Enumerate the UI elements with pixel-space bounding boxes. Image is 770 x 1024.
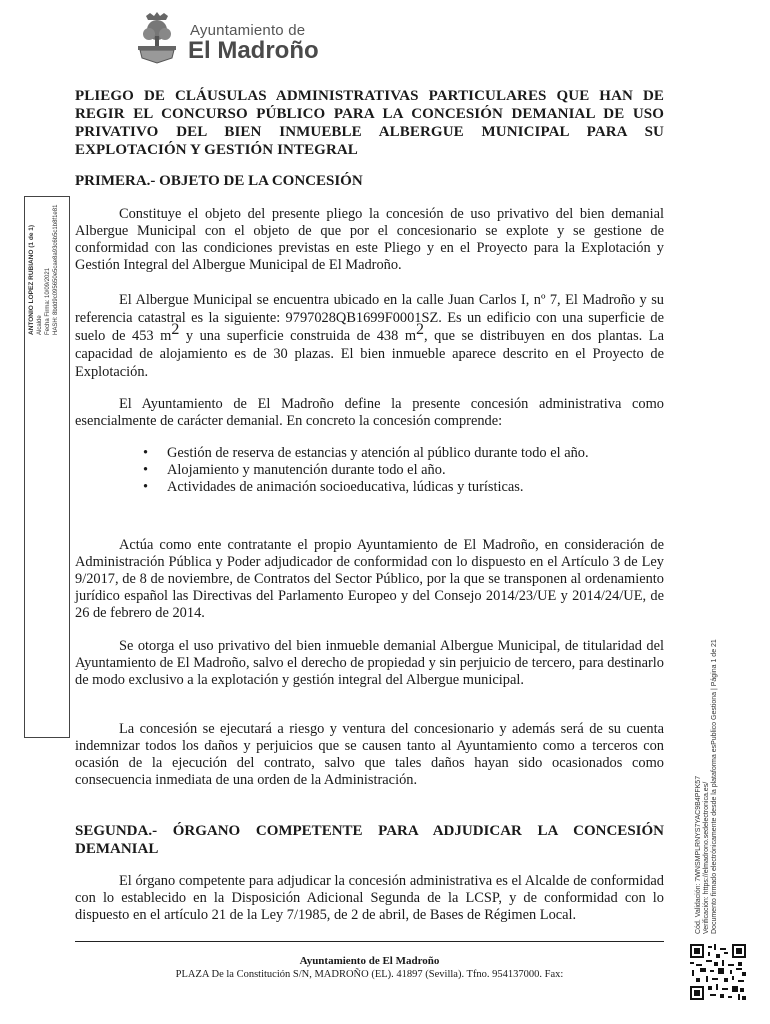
validation-code: Cód. Validación: 7WNSMPLRNYS7YAC9B4PFK57 [695,775,702,934]
paragraph-6: La concesión se ejecutará a riesgo y ventura del concesionario y además será de su cuenta indemnizar todos los daños y perjuicios que se causen tanto al Ayuntamiento como a terceros con ocasión de la ejecución del contrato, salvo que tales daños hayan sido ocasionados como consecuencia inmediata de una orden de la Administración. [75,721,664,788]
header-logo [132,12,332,64]
list-item: • Alojamiento y manutención durante todo el año. [143,462,589,479]
paragraph-1: Constituye el objeto del presente pliego la concesión de uso privativo del bien demanial Albergue Municipal con el objeto de que por el concesionario se explote y se gestione de conformidad con las condiciones previstas en este Pliego y en el Proyecto para la Explotación y Gestión Integral del Albergue Municipal de El Madroño. [75,206,664,273]
concession-scope-list [143,445,589,496]
document-title: PLIEGO DE CLÁUSULAS ADMINISTRATIVAS PARTICULARES QUE HAN DE REGIR EL CONCURSO PÚBLICO PARA LA CONCESIÓN DEMANIAL DE USO PRIVATIVO DEL BIEN INMUEBLE ALBERGUE MUNICIPAL PARA SU EXPLOTACIÓN Y GESTIÓN INTEGRAL [75,88,664,158]
list-item: • Actividades de animación socioeducativa, lúdicas y turísticas. [143,479,589,496]
signature-date: Fecha Firma: 10/09/2021 [45,267,51,335]
qr-code-icon[interactable] [690,944,746,1000]
signature-name: ANTONIO LOPEZ RUBIANO (1 de 1) [28,224,35,335]
signature-hash: HASH: 8bdd9c095650e5cae8a93c6b5c1b8f1e81 [53,204,59,335]
validation-url: Verificación: https://elmadrono.sedelectronica.es/ [703,781,710,934]
section-heading-primera: PRIMERA.- OBJETO DE LA CONCESIÓN [75,173,363,189]
coat-of-arms-icon [132,12,182,64]
paragraph-2: El Albergue Municipal se encuentra ubicado en la calle Juan Carlos I, nº 7, El Madroño y su referencia catastral es la siguiente: 9797028QB1699F0001SZ. Es un edificio con una superficie de suelo de 453 $m^2$ y una superficie construida de 438 $m^2$, que se distribuyen en dos plantas. La capacidad de alojamiento es de 30 plazas. El bien inmueble aparece descrito en el Proyecto de Explotación. [75,292,664,380]
paragraph-7: El órgano competente para adjudicar la concesión administrativa es el Alcalde de conformidad con lo establecido en la Disposición Adicional Segunda de la LCSP, y de conformidad con lo dispuesto en el artículo 21 de la Ley 7/1985, de 2 de abril, de Bases de Régimen Local. [75,873,664,923]
paragraph-3: El Ayuntamiento de El Madroño define la presente concesión administrativa como esencialmente de carácter demanial. En concreto la concesión comprende: [75,396,664,429]
signed-document-note: Documento firmado electrónicamente desde la plataforma esPublico Gestiona | Página 1 de 21 [711,639,718,934]
logo-line-1: Ayuntamiento de [190,22,306,39]
section-heading-segunda: SEGUNDA.- ÓRGANO COMPETENTE PARA ADJUDICAR LA CONCESIÓN DEMANIAL [75,823,664,857]
logo-line-2: El Madroño [188,37,319,64]
footer-address: PLAZA De la Constitución S/N, MADROÑO (EL). 41897 (Sevilla). Tfno. 954137000. Fax: [175,969,564,980]
footer-divider [75,941,664,942]
signature-role: Alcalde [37,315,43,335]
paragraph-4: Actúa como ente contratante el propio Ayuntamiento de El Madroño, en consideración de Administración Pública y Poder adjudicador de conformidad con lo dispuesto en el Artículo 3 de Ley 9/2017, de 8 de noviembre, de Contratos del Sector Público, por la que se transponen al ordenamiento jurídico español las Directivas del Parlamento Europeo y del Consejo 2014/23/UE y 2014/24/UE, de 26 de febrero de 2014. [75,537,664,621]
paragraph-5: Se otorga el uso privativo del bien inmueble demanial Albergue Municipal, de titularidad del Ayuntamiento de El Madroño, salvo el derecho de propiedad y sin perjuicio de tercero, para destinarlo de modo exclusivo a la explotación y gestión integral del Albergue municipal. [75,638,664,688]
footer-organization: Ayuntamiento de El Madroño [299,955,440,967]
list-item: • Gestión de reserva de estancias y atención al público durante todo el año. [143,445,589,462]
